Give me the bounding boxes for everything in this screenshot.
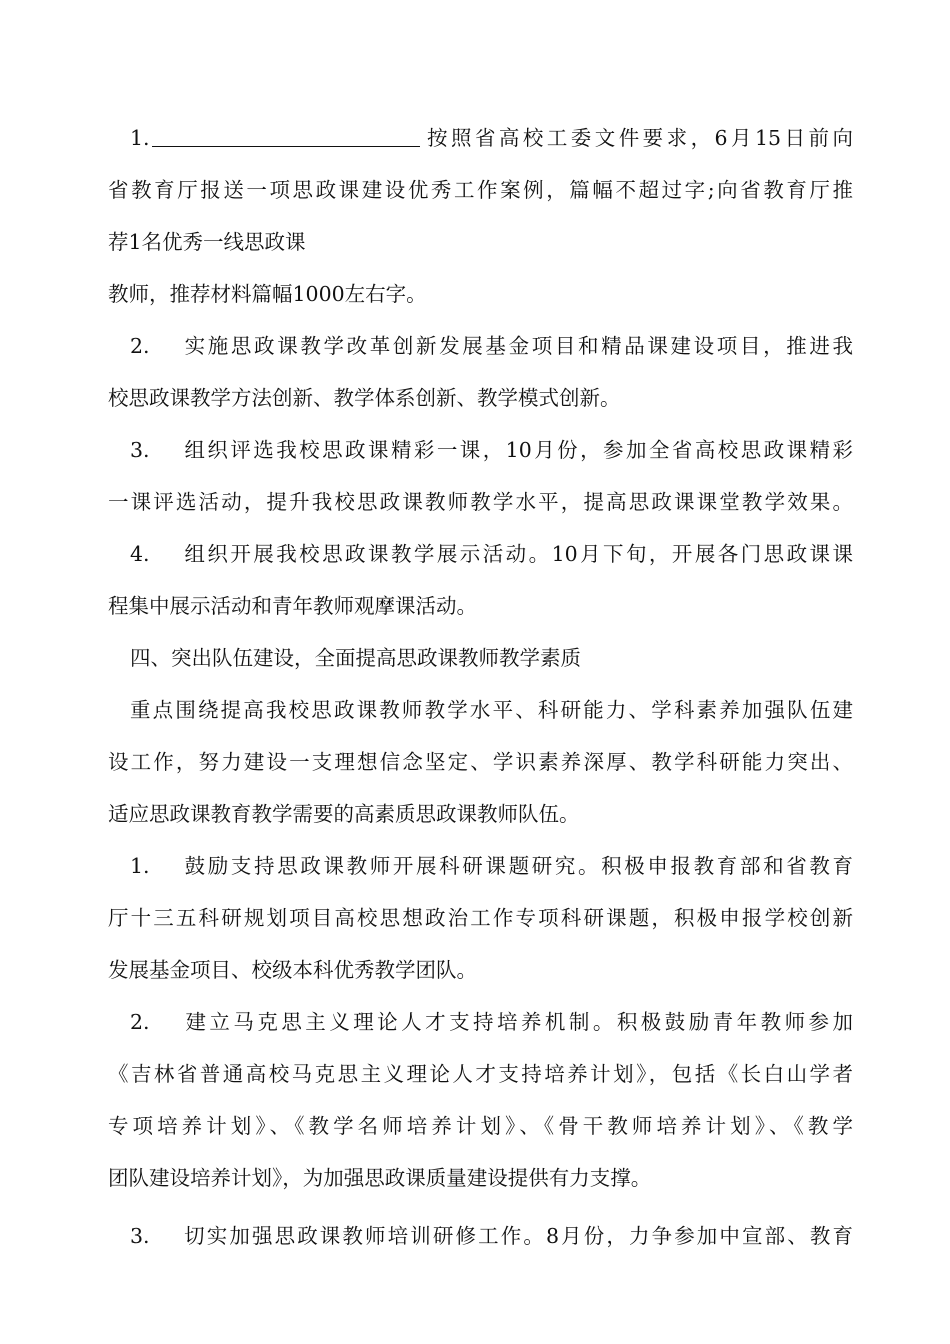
item-number: 1.	[130, 126, 150, 150]
s4-item-2-line-2: 《吉林省普通高校马克思主义理论人才支持培养计划》，包括《长白山学者	[108, 1062, 853, 1086]
paragraph-text: 鼓励支持思政课教师开展科研课题研究。积极申报教育部和省教育	[182, 854, 853, 878]
paragraph-text: 切实加强思政课教师培训研修工作。8月份，力争参加中宣部、教育	[182, 1224, 853, 1248]
item-1-line-1	[130, 112, 853, 164]
item-number: 1.	[130, 854, 150, 878]
item-3-line-1	[130, 424, 853, 476]
item-number: 3.	[130, 1224, 150, 1248]
item-3-line-2: 一课评选活动，提升我校思政课教师教学水平，提高思政课课堂教学效果。	[108, 490, 853, 514]
paragraph-text: 建立马克思主义理论人才支持培养机制。积极鼓励青年教师参加	[182, 1010, 853, 1034]
item-1-line-3: 荐1名优秀一线思政课	[108, 230, 306, 254]
paragraph-text: 组织评选我校思政课精彩一课，10月份，参加全省高校思政课精彩	[182, 438, 853, 462]
intro-line-3: 适应思政课教育教学需要的高素质思政课教师队伍。	[108, 802, 580, 826]
section-heading: 四、突出队伍建设，全面提高思政课教师教学素质	[130, 646, 581, 670]
item-number: 2.	[130, 334, 150, 358]
item-2-line-2: 校思政课教学方法创新、教学体系创新、教学模式创新。	[108, 386, 621, 410]
item-number: 2.	[130, 1010, 150, 1034]
intro-line-2: 设工作，努力建设一支理想信念坚定、学识素养深厚、教学科研能力突出、	[108, 750, 853, 774]
fill-in-blank	[152, 120, 420, 147]
paragraph-text: 组织开展我校思政课教学展示活动。10月下旬，开展各门思政课课	[182, 542, 853, 566]
item-4-line-2: 程集中展示活动和青年教师观摩课活动。	[108, 594, 477, 618]
s4-item-2-line-4: 团队建设培养计划》，为加强思政课质量建设提供有力支撑。	[108, 1166, 652, 1190]
s4-item-3-line-1	[130, 1210, 853, 1262]
item-number: 4.	[130, 542, 150, 566]
item-4-line-1	[130, 528, 853, 580]
s4-item-1-line-2: 厅十三五科研规划项目高校思想政治工作专项科研课题，积极申报学校创新	[108, 906, 853, 930]
s4-item-2-line-1	[130, 996, 853, 1048]
s4-item-1-line-1	[130, 840, 853, 892]
item-1-line-2: 省教育厅报送一项思政课建设优秀工作案例，篇幅不超过字;向省教育厅推	[108, 178, 853, 202]
s4-item-1-line-3: 发展基金项目、校级本科优秀教学团队。	[108, 958, 477, 982]
paragraph-text: 实施思政课教学改革创新发展基金项目和精品课建设项目，推进我	[182, 334, 853, 358]
item-number: 3.	[130, 438, 150, 462]
paragraph-text: 按照省高校工委文件要求，6月15日前向	[423, 126, 853, 150]
item-2-line-1	[130, 320, 853, 372]
s4-item-2-line-3: 专项培养计划》、《教学名师培养计划》、《骨干教师培养计划》、《教学	[108, 1114, 853, 1138]
intro-line-1: 重点围绕提高我校思政课教师教学水平、科研能力、学科素养加强队伍建	[130, 698, 853, 722]
item-1-line-4: 教师，推荐材料篇幅1000左右字。	[108, 282, 427, 306]
